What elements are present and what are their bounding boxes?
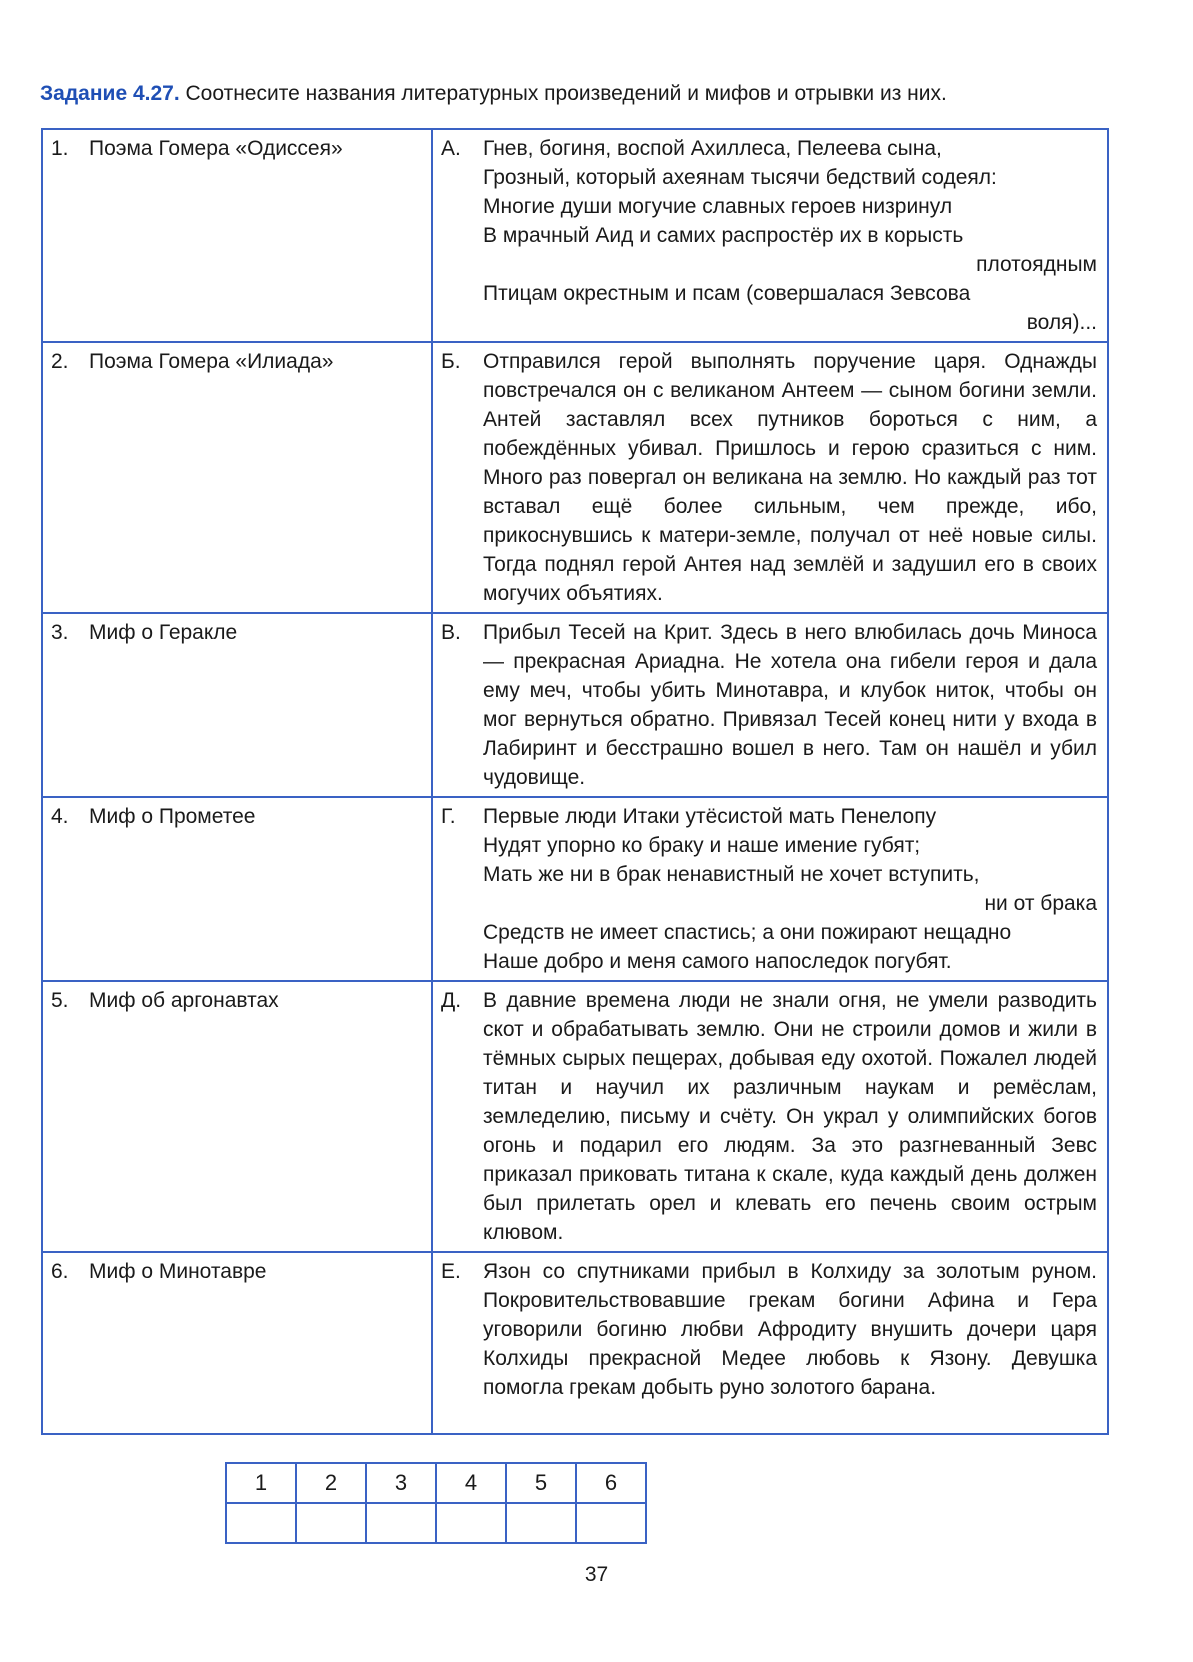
answer-input-row: [226, 1503, 646, 1543]
work-title: Поэма Гомера «Одиссея»: [89, 137, 343, 160]
answer-cell[interactable]: [226, 1503, 296, 1543]
work-title: Миф об аргонавтах: [89, 989, 279, 1012]
excerpt-text: В давние времена люди не знали огня, не умели разводить скот и обрабатывать землю. Они не строили домов и жили в тёмных сырых пещерах, добывая еду охотой. Пожалел людей титан и научил их различным наукам и ремёслам, земледелию, письму и счёту. Он украл у олимпийских богов огонь и подарил его людям. За это разгневанный Зевс приказал приковать титана к скале, куда каждый день должен был прилетать орел и клевать его печень своим острым клювом.: [483, 989, 1097, 1244]
verse-line: воля)...: [1026, 311, 1097, 334]
work-title: Миф о Геракле: [89, 621, 238, 644]
answer-header: 2: [296, 1463, 366, 1503]
work-cell: [42, 981, 432, 1252]
verse-line: плотоядным: [976, 253, 1097, 276]
task-header: [40, 80, 1160, 108]
answer-cell[interactable]: [436, 1503, 506, 1543]
excerpt-cell: [432, 129, 1108, 342]
verse-line: Многие души могучие славных героев низринул: [483, 195, 953, 218]
answer-cell[interactable]: [576, 1503, 646, 1543]
verse-line: Птицам окрестным и псам (совершалася Зевсова: [483, 282, 971, 305]
work-title: Поэма Гомера «Илиада»: [89, 350, 334, 373]
verse-line: Средств не имеет спастись; а они пожирают нещадно: [483, 921, 1012, 944]
excerpt-cell: [432, 1252, 1108, 1434]
table-row: [42, 981, 1108, 1252]
answer-header: 5: [506, 1463, 576, 1503]
answer-header: 3: [366, 1463, 436, 1503]
excerpt-text: Язон со спутниками прибыл в Колхиду за золотым руном. Покровительствовавшие грекам богини Афина и Гера уговорили богиню любви Афродиту внушить дочери царя Колхиды прекрасной Медее любовь к Язону. Девушка помогла грекам добыть руно золотого барана.: [483, 1260, 1097, 1399]
excerpt-letter: Е.: [441, 1260, 461, 1283]
answer-header: 4: [436, 1463, 506, 1503]
work-cell: [42, 613, 432, 797]
answer-cell[interactable]: [506, 1503, 576, 1543]
work-number: 2.: [51, 350, 69, 373]
verse-line: Первые люди Итаки утёсистой мать Пенелопу: [483, 805, 937, 828]
excerpt-text: Прибыл Тесей на Крит. Здесь в него влюбилась дочь Миноса — прекрасная Ариадна. Не хотела она гибели героя и дала ему меч, чтобы убить Минотавра, и клубок ниток, чтобы он мог вернуться обратно. Привязал Тесей конец нити у входа в Лабиринт и бесстрашно вошел в него. Там он нашёл и убил чудовище.: [483, 621, 1097, 789]
excerpt-text: Отправился герой выполнять поручение царя. Однажды повстречался он с великаном Антеем — сыном богини земли. Антей заставлял всех путников бороться с ним, а побеждённых убивал. Пришлось и герою сразиться с ним. Много раз повергал он великана на землю. Но каждый раз тот вставал ещё более сильным, чем прежде, ибо, прикоснувшись к матери-земле, получал от неё новые силы. Тогда поднял герой Антея над землёй и задушил его в своих могучих объятиях.: [483, 350, 1097, 605]
verse-line: Мать же ни в брак ненавистный не хочет вступить,: [483, 863, 980, 886]
work-title: Миф о Минотавре: [89, 1260, 267, 1283]
work-cell: [42, 129, 432, 342]
answer-header: 6: [576, 1463, 646, 1503]
work-cell: [42, 1252, 432, 1434]
excerpt-cell: [432, 613, 1108, 797]
verse-line: Гнев, богиня, воспой Ахиллеса, Пелеева сына,: [483, 137, 942, 160]
task-instruction: Соотнесите названия литературных произведений и мифов и отрывки из них.: [185, 82, 947, 105]
verse-line: В мрачный Аид и самих распростёр их в корысть: [483, 224, 964, 247]
work-number: 4.: [51, 805, 69, 828]
excerpt-letter: А.: [441, 137, 461, 160]
work-cell: [42, 797, 432, 981]
table-row: [42, 342, 1108, 613]
table-row: [42, 129, 1108, 342]
excerpt-cell: [432, 981, 1108, 1252]
work-number: 1.: [51, 137, 69, 160]
answer-cell[interactable]: [296, 1503, 366, 1543]
matching-table: [41, 128, 1109, 1435]
verse-line: Наше добро и меня самого напоследок погубят.: [483, 950, 952, 973]
work-cell: [42, 342, 432, 613]
answer-header: 1: [226, 1463, 296, 1503]
table-row: [42, 613, 1108, 797]
excerpt-cell: [432, 797, 1108, 981]
answer-header-row: [226, 1463, 646, 1503]
page-number: 37: [584, 1563, 609, 1586]
table-row: [42, 1252, 1108, 1434]
excerpt-letter: Г.: [441, 805, 456, 828]
work-title: Миф о Прометее: [89, 805, 256, 828]
excerpt-letter: Б.: [441, 350, 461, 373]
excerpt-letter: Д.: [441, 989, 462, 1012]
task-label: Задание 4.27.: [40, 82, 180, 105]
table-row: [42, 797, 1108, 981]
answer-cell[interactable]: [366, 1503, 436, 1543]
excerpt-cell: [432, 342, 1108, 613]
answer-grid: [225, 1462, 647, 1544]
verse-line: Нудят упорно ко браку и наше имение губят;: [483, 834, 921, 857]
excerpt-letter: В.: [441, 621, 461, 644]
work-number: 5.: [51, 989, 69, 1012]
verse-line: Грозный, который ахеянам тысячи бедствий содеял:: [483, 166, 997, 189]
work-number: 3.: [51, 621, 69, 644]
verse-line: ни от брака: [984, 892, 1097, 915]
work-number: 6.: [51, 1260, 69, 1283]
